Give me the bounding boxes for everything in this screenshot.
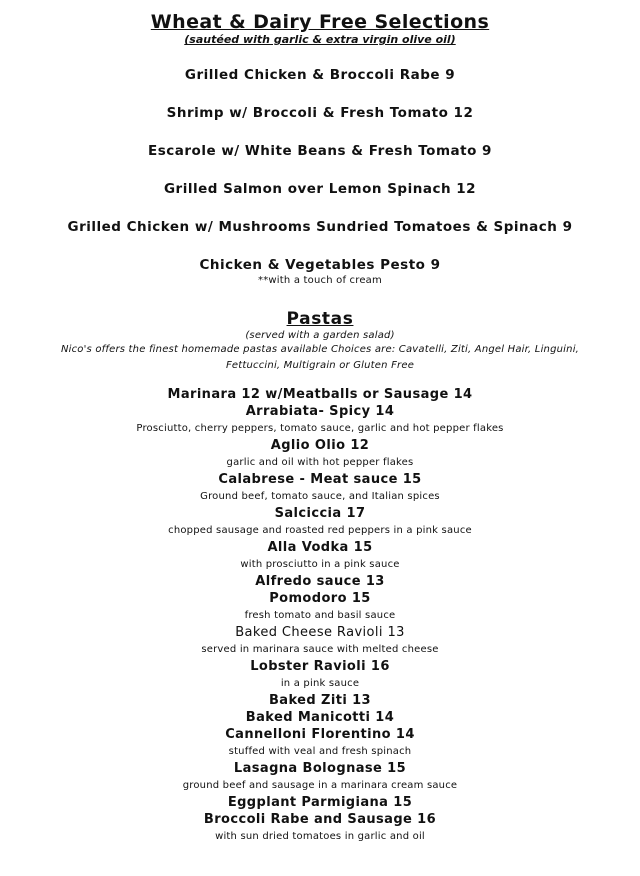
pastas-intro (0, 342, 640, 374)
pastas-intro-line: Nico's offers the finest homemade pastas available Choices are: Cavatelli, Ziti, Angel Hair, Linguini, (60, 344, 580, 355)
page-subtitle: (sautéed with garlic & extra virgin olive oil) (184, 33, 456, 46)
pasta-list (0, 386, 640, 845)
dish-name: Lobster Ravioli 16 (250, 659, 390, 674)
menu-item: Grilled Chicken & Broccoli Rabe 9 (184, 67, 456, 83)
dish-name: Pomodoro 15 (269, 591, 371, 606)
menu-item: Grilled Chicken w/ Mushrooms Sundried Tomatoes & Spinach 9 (67, 219, 573, 235)
dish-name: Baked Manicotti 14 (245, 710, 395, 725)
menu-item: Chicken & Vegetables Pesto 9 (199, 257, 441, 273)
dish-name: Lasagna Bolognase 15 (233, 761, 407, 776)
menu-item: Shrimp w/ Broccoli & Fresh Tomato 12 (166, 105, 474, 121)
dish-description: chopped sausage and roasted red peppers in a pink sauce (168, 525, 472, 536)
dish-description: Prosciutto, cherry peppers, tomato sauce, garlic and hot pepper flakes (136, 423, 504, 434)
dish-description: served in marinara sauce with melted cheese (201, 644, 439, 655)
dish-name: Cannelloni Florentino 14 (225, 727, 415, 742)
dish-description: with prosciutto in a pink sauce (240, 559, 400, 570)
dish-name: Salciccia 17 (274, 506, 366, 521)
dish-name: Alfredo sauce 13 (255, 574, 385, 589)
dish-name: Eggplant Parmigiana 15 (227, 795, 413, 810)
dish-description: stuffed with veal and fresh spinach (228, 746, 412, 757)
pastas-intro-line: Fettuccini, Multigrain or Gluten Free (225, 360, 415, 371)
dish-name: Alla Vodka 15 (267, 540, 373, 555)
dish-description: Ground beef, tomato sauce, and Italian spices (200, 491, 440, 502)
dish-name: Aglio Olio 12 (270, 438, 370, 453)
page-title: Wheat & Dairy Free Selections (150, 11, 490, 33)
dish-description: with sun dried tomatoes in garlic and oil (215, 831, 425, 842)
dish-name: Baked Cheese Ravioli 13 (235, 625, 405, 640)
cream-note: **with a touch of cream (258, 275, 382, 286)
wheat-dairy-free-list (0, 65, 640, 275)
dish-name: Broccoli Rabe and Sausage 16 (203, 812, 437, 827)
menu-item: Escarole w/ White Beans & Fresh Tomato 9 (148, 143, 492, 159)
dish-name: Calabrese - Meat sauce 15 (218, 472, 422, 487)
dish-description: fresh tomato and basil sauce (244, 610, 396, 621)
dish-description: ground beef and sausage in a marinara cream sauce (182, 780, 458, 791)
dish-name: Marinara 12 w/Meatballs or Sausage 14 (167, 387, 473, 402)
pastas-title: Pastas (286, 309, 354, 329)
menu-item: Grilled Salmon over Lemon Spinach 12 (163, 181, 477, 197)
dish-name: Arrabiata- Spicy 14 (245, 404, 395, 419)
dish-description: garlic and oil with hot pepper flakes (226, 457, 414, 468)
dish-description: in a pink sauce (280, 678, 360, 689)
dish-name: Baked Ziti 13 (269, 693, 371, 708)
pastas-subtitle: (served with a garden salad) (245, 330, 395, 341)
